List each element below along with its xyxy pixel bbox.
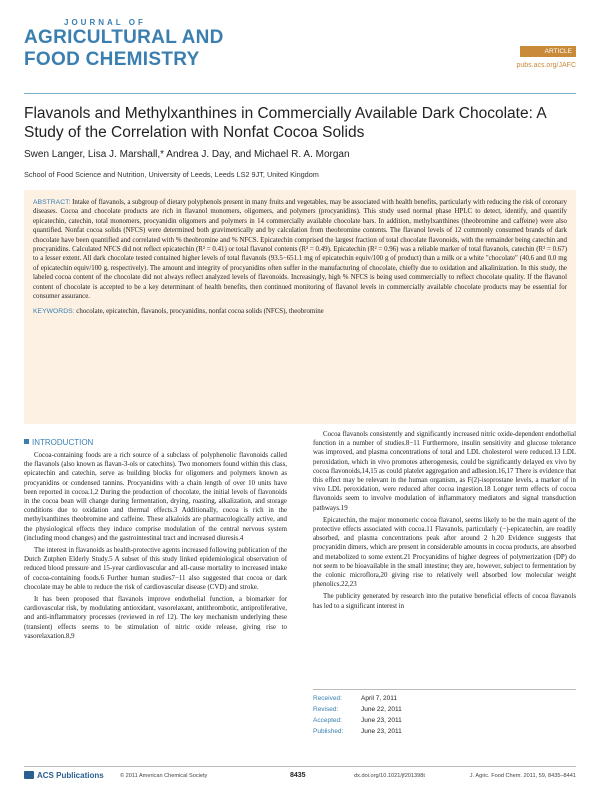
date-row-revised — [313, 704, 576, 715]
affiliation: School of Food Science and Nutrition, University of Leeds, Leeds LS2 9JT, United Kingdom — [24, 170, 319, 179]
keywords-label: KEYWORDS: — [33, 308, 75, 316]
introduction-heading-text: INTRODUCTION — [32, 438, 94, 447]
body-paragraph: It has been proposed that flavanols improve endothelial function, a biomarker for cardiovascular risk, by modulating antioxidant, vasorelaxant, antithrombotic, antiproliferative, and anti-inflammatory processes (reviewed in ref 12). The key mechanism underlying these (transient) effects seems to be stimulation of nitric oxide release, giving rise to vasorelaxation.8,9 — [24, 596, 287, 640]
date-value: April 7, 2011 — [361, 695, 398, 702]
article-title: Flavanols and Methylxanthines in Commercially Available Dark Chocolate: A Study of the Correlation with Nonfat Cocoa Solids — [24, 105, 546, 141]
date-value: June 22, 2011 — [361, 706, 402, 713]
date-row-accepted — [313, 715, 576, 726]
right-column — [313, 430, 576, 614]
copyright-notice: © 2011 American Chemical Society — [120, 773, 208, 779]
citation: J. Agric. Food Chem. 2011, 59, 8435–8441 — [469, 773, 576, 779]
abstract-label: ABSTRACT: — [33, 199, 71, 206]
journal-title-line2: FOOD CHEMISTRY — [24, 49, 200, 70]
masthead-divider — [24, 93, 576, 94]
page-number: 8435 — [290, 772, 306, 779]
date-row-received — [313, 693, 576, 704]
page-footer — [24, 766, 576, 782]
body-paragraph: Cocoa flavanols consistently and significantly increased nitric oxide-dependent endothelial function in a number of studies.8−11 Furthermore, insulin sensitivity and glucose tolerance was improved, and plasma concentrations of total and LDL cholesterol were reduced.13 LDL peroxidation, which in vivo promotes atherogenesis, could be significantly delayed ex vivo by cocoa flavonoids,14,15 as could platelet aggregation and adhesion.16,17 There is evidence that this effect may be relevant in the human organism, as F(2)-isoprostane levels, a marker of in vivo LDL peroxidation, were reduced after cocoa ingestion.18 Longer term effects of cocoa flavonoids seem to involve modulation of inflammatory mediators and signal transduction pathways.19 — [313, 431, 576, 512]
abstract-paragraph — [33, 198, 567, 301]
introduction-heading — [24, 438, 287, 447]
journal-title-line1: AGRICULTURAL AND — [24, 27, 224, 48]
keywords-list: chocolate, epicatechin, flavanols, procyanidins, nonfat cocoa solids (NFCS), theobromine — [76, 308, 324, 316]
keywords-line — [33, 307, 567, 316]
body-paragraph: The publicity generated by research into the putative beneficial effects of cocoa flavanols has led to a significant interest in — [313, 593, 576, 610]
date-label: Received: — [313, 695, 342, 702]
body-paragraph: Cocoa-containing foods are a rich source of a subclass of polyphenolic flavonoids called the flavanols (also known as flavan-3-ols or catechins). Two monomers found within this class, epicatechin and catechin, serve as building blocks for oligomers and polymers known as procyanidins or condensed tannins. Procyanidins with a chain length of over 10 units have been reported in cocoa.1,2 During the production of chocolate, the initial levels of flavonoids in the cocoa bean will change during fermentation, drying, roasting, alkalization, and storage conditions due to oxidation and thermal effects.3 Additionally, cocoa is rich in the methylxanthines theobromine and caffeine. These alkaloids are pharmacologically active, and the physiological effects they induce comprise modulation of the central nervous system (including mood changes) and the gastrointestinal tract and increased diuresis.4 — [24, 452, 287, 542]
body-paragraph: The interest in flavanoids as health-protective agents increased following publication of the Dutch Zutphen Elderly Study.5 A subset of this study linked epidemiological observation of reduced blood pressure and 15-year cardiovascular and all-cause mortality to increased intake of cocoa-containing foods.6 Further human studies7−11 also suggested that cocoa or dark chocolate may be able to reduce the risk of cardiovascular disease (CVD) and stroke. — [24, 547, 287, 591]
left-column — [24, 430, 287, 644]
journal-masthead — [24, 18, 576, 90]
publication-dates — [313, 689, 576, 737]
section-square-icon — [24, 439, 29, 444]
article-badge: ARTICLE — [520, 46, 576, 57]
abstract-box — [24, 190, 576, 424]
abstract-body: Intake of flavanols, a subgroup of dietary polyphenols present in many fruits and vegetables, may be associated with health benefits, particularly with reducing the risk of coronary diseases. Cocoa and chocolate products are rich in flavanol monomers, oligomers, and polymers (procyanidins). This study used normal phase HPLC to detect, identify, and quantify epicatechin, catechin, total monomers, procyanidin oligomers and polymers in 14 commercially available chocolate bars. In addition, methylxanthines (theobromine and caffeine) were also quantified. Nonfat cocoa solids (NFCS) were determined both gravimetrically and by calculation from theobromine contents. The flavanol levels of 12 commonly consumed brands of dark chocolate have been quantified and correlated with % theobromine and % NFCS. Epicatechin comprised the largest fraction of total chocolate flavonoids, with the remainder being catechin and procyanidins. Calculated NFCS did not reflect epicatechin (R² = 0.41) or total flavanol contents (R² = 0.49). Epicatechin (R² = 0.96) was a reliable marker of total flavanols, catechin (R² = 0.67) to a lesser extent. All dark chocolate tested contained higher levels of total flavanols (93.5−651.1 mg of epicatechin equiv/100 g of product) than a milk or a white "chocolate" (40.6 and 0.0 mg of epicatechin equiv/100 g, respectively). The amount and integrity of procyanidins often suffer in the manufacturing of chocolate, chiefly due to oxidation and alkalinization. In this study, the labeled cocoa content of the chocolate did not always reflect analyzed levels of flavonoids. Increasingly, high % NFCS is being used commercially to reflect chocolate quality. If the flavanol content of chocolate is accepted to be a key determinant of health benefits, then continued monitoring of flavanol levels in commercially available chocolate products may be essential for consumer assurance. — [33, 199, 567, 301]
journal-of-label: JOURNAL OF — [64, 18, 146, 27]
date-value: June 23, 2011 — [361, 717, 402, 724]
doi-link[interactable]: dx.doi.org/10.1021/jf201398t — [354, 773, 425, 779]
journal-url-link[interactable]: pubs.acs.org/JAFC — [516, 62, 576, 69]
author-list: Swen Langer, Lisa J. Marshall,* Andrea J. Day, and Michael R. A. Morgan — [24, 149, 350, 160]
acs-publications-logo — [24, 771, 104, 780]
acs-logo-icon — [24, 771, 34, 779]
date-label: Published: — [313, 728, 344, 735]
date-label: Accepted: — [313, 717, 342, 724]
date-value: June 23, 2011 — [361, 728, 402, 735]
date-row-published — [313, 726, 576, 737]
acs-logo-text: ACS Publications — [37, 771, 104, 780]
date-label: Revised: — [313, 706, 339, 713]
body-paragraph: Epicatechin, the major monomeric cocoa flavanol, seems likely to be the main agent of the protective effects associated with cocoa.11 Flavanols, particularly (−)-epicatechin, are readily absorbed, and plasma concentrations peak after around 2 h.20 Evidence suggests that procyanidin dimers, which are present in considerable amounts in cocoa products, are absorbed and metabolized to some extent.21 Procyanidins of higher degrees of polymerization (DP) do not seem to be bioavailable in the small intestine; they are, however, subject to fermentation by the colonic microflora,20 giving rise to relatively well absorbed low molecular weight phenolics.22,23 — [313, 516, 576, 589]
